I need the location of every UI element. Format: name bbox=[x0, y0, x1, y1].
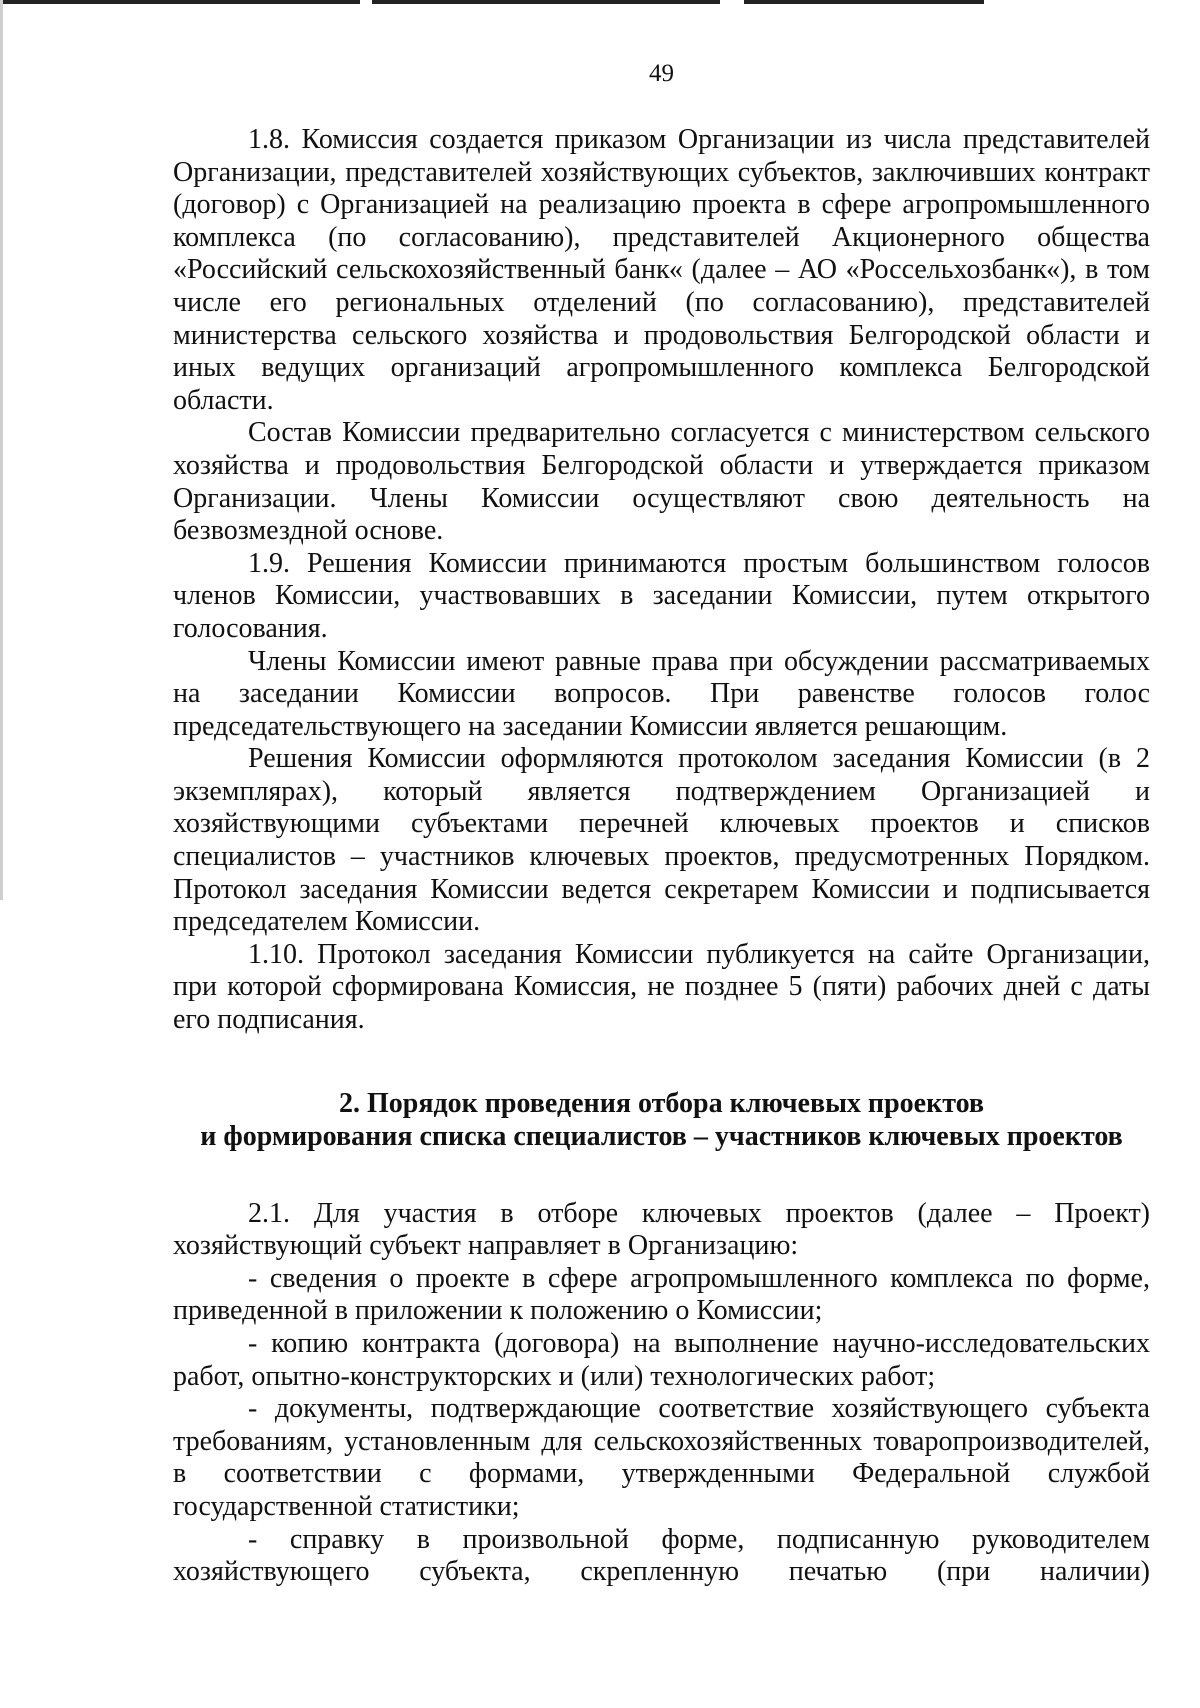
section-title-line-1: 2. Порядок проведения отбора ключевых проектов bbox=[338, 1087, 985, 1119]
list-item-project-info: - сведения о проекте в сфере агропромышленного комплекса по форме, приведенной в приложении к положению о Комиссии; bbox=[173, 1262, 1150, 1327]
list-item-certificate: - справку в произвольной форме, подписанную руководителем хозяйствующего субъекта, скрепленную печатью (при наличии) bbox=[173, 1523, 1150, 1588]
section-title-line-2: и формирования списка специалистов – участников ключевых проектов bbox=[200, 1120, 1123, 1152]
paragraph-1-10: 1.10. Протокол заседания Комиссии публикуется на сайте Организации, при которой сформирована Комиссия, не позднее 5 (пяти) рабочих дней с даты его подписания. bbox=[173, 938, 1150, 1036]
paragraph-1-9: 1.9. Решения Комиссии принимаются простым большинством голосов членов Комиссии, участвовавших в заседании Комиссии, путем открытого голосования. bbox=[173, 547, 1150, 644]
list-item-contract-copy: - копию контракта (договора) на выполнение научно-исследовательских работ, опытно-конструкторских и (или) технологических работ; bbox=[173, 1328, 1150, 1392]
scan-left-edge bbox=[0, 0, 3, 900]
scan-top-edge bbox=[0, 0, 1200, 4]
list-item-compliance-documents: - документы, подтверждающие соответствие хозяйствующего субъекта требованиям, установленным для сельскохозяйственных товаропроизводителей, в соответствии с формами, утвержденными Федеральной службой государственной статистики; bbox=[173, 1393, 1150, 1522]
paragraph-equal-rights: Члены Комиссии имеют равные права при обсуждении рассматриваемых на заседании Комиссии вопросов. При равенстве голосов голос председательствующего на заседании Комиссии является решающим. bbox=[173, 645, 1150, 742]
section-title bbox=[173, 1087, 1150, 1153]
page-number: 49 bbox=[649, 60, 674, 87]
paragraph-2-1: 2.1. Для участия в отборе ключевых проектов (далее – Проект) хозяйствующий субъект направляет в Организацию: bbox=[173, 1197, 1150, 1262]
paragraph-decisions-protocol: Решения Комиссии оформляются протоколом заседания Комиссии (в 2 экземплярах), который является подтверждением Организацией и хозяйствующими субъектами перечней ключевых проектов и списков специалистов – участников ключевых проектов, предусмотренных Порядком. Протокол заседания Комиссии ведется секретарем Комиссии и подписывается председателем Комиссии. bbox=[173, 743, 1150, 938]
document-page bbox=[173, 60, 1150, 1589]
paragraph-1-8: 1.8. Комиссия создается приказом Организации из числа представителей Организации, представителей хозяйствующих субъектов, заключивших контракт (договор) с Организацией на реализацию проекта в сфере агропромышленного комплекса (по согласованию), представителей Акционерного общества «Российский сельскохозяйственный банк« (далее – АО «Россельхозбанк«), в том числе его региональных отделений (по согласованию), представителей министерства сельского хозяйства и продовольствия Белгородской области и иных ведущих организаций агропромышленного комплекса Белгородской области. bbox=[173, 124, 1150, 416]
paragraph-commission-composition: Состав Комиссии предварительно согласуется с министерством сельского хозяйства и продовольствия Белгородской области и утверждается приказом Организации. Члены Комиссии осуществляют свою деятельность на безвозмездной основе. bbox=[173, 417, 1150, 547]
